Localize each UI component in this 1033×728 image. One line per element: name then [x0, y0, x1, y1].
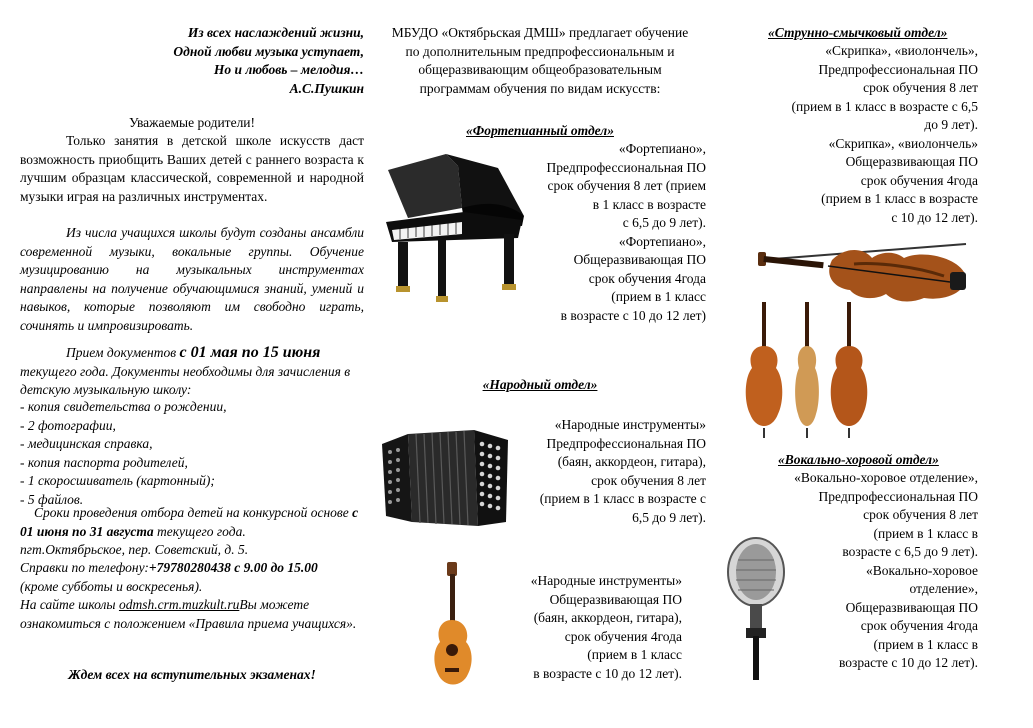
piano-line: с 6,5 до 9 лет). [622, 215, 706, 230]
phone-suffix: (кроме субботы и воскресенья). [20, 578, 203, 594]
piano-line: Общеразвивающая ПО [573, 252, 706, 267]
vocal-line: «Вокально-хоровое [865, 562, 978, 578]
documents-item: - копия паспорта родителей, [20, 454, 188, 470]
closing-line: Ждем всех на вступительных экзаменах! [68, 667, 316, 682]
intro-text: Только занятия в детской школе искусств даст возможность приобщить Ваших детей с раннего возраста к лучшим образцам классической, современной и народной музыки играя на различных инструментах. [20, 133, 364, 204]
cello-icon [742, 302, 872, 440]
admission-paragraph [20, 344, 370, 400]
documents-list [20, 398, 364, 509]
admission-dates: с 01 мая по 15 июня [179, 344, 321, 361]
site-suffix: Вы можете ознакомиться с положением «Правила приема учащихся». [20, 597, 357, 631]
site-paragraph [20, 596, 360, 633]
selection-prefix: Сроки проведения отбора детей на конкурсной основе [34, 505, 349, 520]
school-intro-line: МБУДО «Октябрьская ДМШ» предлагает обучение [391, 25, 689, 40]
grand-piano-icon [378, 148, 526, 304]
intro-paragraph [20, 132, 364, 206]
documents-item: - 1 скоросшиватель (картонный); [20, 473, 215, 488]
address: пгт.Октябрьское, пер. Советский, д. 5. [20, 542, 249, 557]
folk-line: (баян, аккордеон, гитара), [533, 610, 682, 625]
school-intro-line: общеразвивающим общеобразовательным [418, 62, 662, 77]
selection-paragraph [20, 504, 364, 541]
strings-line: (прием в 1 класс в возрасте [821, 191, 978, 206]
phone-paragraph [20, 559, 380, 596]
vocal-line: возрасте с 6,5 до 9 лет). [842, 544, 978, 559]
selection-suffix: текущего года. [156, 523, 246, 539]
epigraph [120, 24, 364, 98]
vocal-section-title: «Вокально-хоровой отдел» [778, 452, 939, 467]
vocal-line: отделение», [909, 581, 978, 596]
folk-line: «Народные инструменты» [554, 417, 706, 432]
folk-program-text-2 [480, 572, 682, 683]
piano-program-text [500, 140, 706, 325]
strings-section-title: «Струнно-смычковый отдел» [768, 25, 948, 40]
piano-line: в 1 класс в возрасте [592, 196, 706, 212]
vocal-line: срок обучения 4года [860, 618, 978, 633]
phone-prefix: Справки по телефону: [20, 560, 149, 575]
epigraph-line: Одной любви музыка уступает, [173, 43, 364, 59]
folk-line: (баян, аккордеон, гитара), [557, 454, 706, 469]
folk-line: в возрасте с 10 до 12 лет). [533, 665, 682, 681]
admission-suffix: текущего года. Документы необходимы для зачисления в детскую музыкальную школу: [20, 363, 351, 397]
folk-program-text-1 [496, 416, 706, 527]
strings-program-text [740, 42, 978, 227]
vocal-line: (прием в 1 класс в [873, 525, 978, 541]
strings-line: срок обучения 8 лет [863, 80, 978, 95]
vocal-line: (прием в 1 класс в [873, 636, 978, 652]
piano-line: срок обучения 4года [588, 270, 706, 286]
piano-line: «Фортепиано», [618, 233, 706, 249]
guitar-icon [430, 562, 476, 694]
strings-line: до 9 лет). [924, 117, 978, 132]
microphone-icon [722, 532, 792, 682]
selection-dates: с 01 июня по 31 августа [20, 505, 359, 539]
vocal-line: срок обучения 8 лет [863, 507, 978, 522]
piano-section-title: «Фортепианный отдел» [466, 123, 614, 138]
accordion-icon [378, 426, 512, 532]
strings-line: «Скрипка», «виолончель», [825, 43, 978, 58]
admission-prefix: Прием документов [66, 345, 177, 360]
vocal-program-text [770, 469, 978, 673]
site-prefix: На сайте школы [20, 597, 116, 612]
epigraph-author: А.С.Пушкин [289, 80, 364, 96]
piano-line: (прием в 1 класс [611, 289, 706, 304]
folk-line: 6,5 до 9 лет). [632, 509, 706, 525]
school-intro-line: программам обучения по видам искусств: [419, 80, 661, 96]
piano-line: срок обучения 8 лет (прием [547, 178, 706, 193]
vocal-line: Общеразвивающая ПО [845, 599, 978, 615]
folk-line: срок обучения 8 лет [591, 472, 706, 488]
vocal-line: Предпрофессиональная ПО [818, 488, 978, 504]
vocal-line: возрасте с 10 до 12 лет). [839, 655, 978, 670]
folk-line: Общеразвивающая ПО [549, 591, 682, 607]
ensembles-text: Из числа учащихся школы будут созданы ансамбли современной музыки, вокальные группы. Обучение музицированию на музыкальных инструментах направлены на получение обучающимися знаний, умений и навыков, которые позволяют им свободно играть, сочинять и импровизировать. [20, 225, 364, 333]
epigraph-line: Но и любовь – мелодия… [213, 62, 364, 77]
documents-item: - 2 фотографии, [20, 417, 116, 433]
folk-line: «Народные инструменты» [530, 573, 682, 588]
strings-line: Общеразвивающая ПО [845, 154, 978, 169]
school-intro [366, 24, 714, 98]
ensembles-paragraph [20, 224, 364, 335]
strings-line: с 10 до 12 лет). [891, 209, 978, 225]
epigraph-line: Из всех наслаждений жизни, [187, 25, 364, 40]
documents-item: - 5 файлов. [20, 491, 84, 507]
piano-line: в возрасте с 10 до 12 лет) [560, 307, 706, 323]
strings-line: «Скрипка», «виолончель» [828, 135, 978, 151]
greeting: Уважаемые родители! [128, 115, 256, 130]
piano-line: «Фортепиано», [618, 141, 706, 156]
folk-line: Предпрофессиональная ПО [546, 435, 706, 451]
folk-line: (прием в 1 класс в возрасте с [539, 491, 706, 506]
documents-item: - медицинская справка, [20, 436, 153, 451]
documents-item: - копия свидетельства о рождении, [20, 399, 227, 414]
school-intro-line: по дополнительным предпрофессиональным и [405, 43, 675, 59]
folk-line: (прием в 1 класс [587, 647, 682, 662]
vocal-line: «Вокально-хоровое отделение», [794, 470, 978, 485]
strings-line: (прием в 1 класс в возрасте с 6,5 [791, 98, 978, 114]
piano-line: Предпрофессиональная ПО [546, 159, 706, 175]
strings-line: Предпрофессиональная ПО [818, 61, 978, 77]
strings-line: срок обучения 4года [860, 172, 978, 188]
folk-line: срок обучения 4года [564, 628, 682, 644]
folk-section-title: «Народный отдел» [482, 377, 598, 392]
site-link[interactable]: odmsh.crm.muzkult.ru [118, 597, 240, 612]
violin-icon [754, 236, 982, 312]
phone-number[interactable]: +79780280438 с 9.00 до 15.00 [148, 560, 318, 575]
